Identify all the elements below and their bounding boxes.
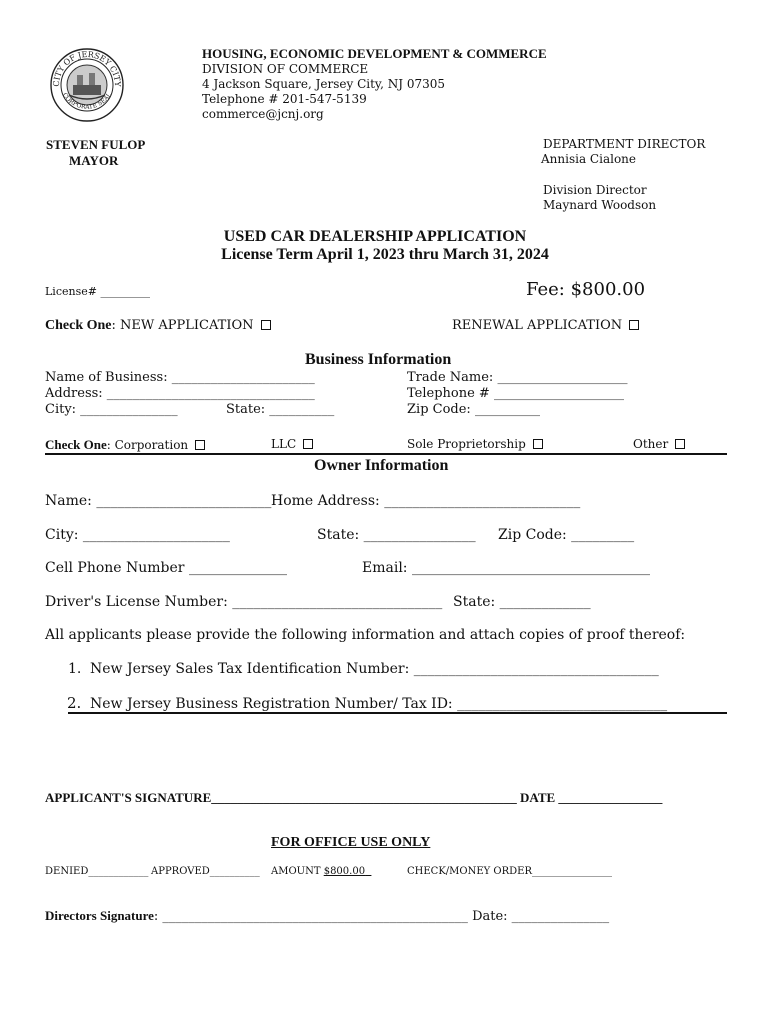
check-one-application — [45, 318, 271, 334]
section-divider — [45, 453, 727, 455]
license-number-field[interactable]: License# _________ — [45, 285, 150, 298]
department-name: HOUSING, ECONOMIC DEVELOPMENT & COMMERCE — [202, 46, 547, 61]
seal-text-top: CITY OF JERSEY CITY — [51, 49, 123, 87]
other-option — [633, 437, 685, 451]
check-one-label: Check One — [45, 318, 112, 333]
business-name-field[interactable]: Name of Business: ______________________ — [45, 370, 315, 385]
owner-state-field[interactable]: State: ________________ — [317, 527, 476, 543]
corporation-checkbox[interactable] — [195, 440, 205, 450]
renewal-application-option — [452, 318, 639, 333]
owner-email-field[interactable]: Email: __________________________________ — [362, 560, 650, 576]
division-director-name: Maynard Woodson — [543, 198, 657, 212]
llc-option — [271, 437, 313, 451]
division-director-title: Division Director — [543, 183, 647, 197]
item-2-number: 2. — [67, 694, 82, 712]
mayor-name: STEVEN FULOP — [46, 137, 146, 152]
business-info-heading: Business Information — [305, 351, 452, 368]
business-check-one-label: Check One — [45, 437, 107, 452]
division-email: commerce@jcnj.org — [202, 107, 324, 121]
other-label: Other — [633, 437, 669, 451]
division-name: DIVISION OF COMMERCE — [202, 62, 369, 76]
director-name: Annisia Cialone — [541, 152, 636, 166]
directors-signature-label: Directors Signature — [45, 908, 154, 923]
sales-tax-id-field[interactable]: New Jersey Sales Tax Identification Number: ___________________________________ — [90, 661, 659, 677]
director-title: DEPARTMENT DIRECTOR — [543, 137, 706, 151]
new-application-checkbox[interactable] — [261, 320, 271, 330]
corporation-label: : Corporation — [106, 438, 189, 452]
item-1-number: 1. — [68, 661, 82, 677]
cell-phone-field[interactable]: Cell Phone Number ______________ — [45, 560, 287, 576]
drivers-license-state-field[interactable]: State: _____________ — [453, 594, 591, 610]
business-telephone-field[interactable]: Telephone # ____________________ — [407, 386, 624, 401]
sole-proprietorship-checkbox[interactable] — [533, 439, 543, 449]
check-money-order-field[interactable]: CHECK/MONEY ORDER________________ — [407, 866, 613, 877]
business-state-field[interactable]: State: __________ — [226, 402, 335, 417]
license-term: License Term April 1, 2023 thru March 31, 2024 — [221, 246, 549, 263]
business-type-check — [45, 437, 205, 453]
business-address-field[interactable]: Address: ________________________________ — [45, 386, 315, 401]
sole-proprietorship-option — [407, 437, 543, 451]
owner-section-divider — [68, 712, 727, 714]
approved-field[interactable]: APPROVED__________ — [151, 866, 260, 877]
fee-amount: Fee: $800.00 — [526, 279, 646, 300]
renewal-application-label: RENEWAL APPLICATION — [452, 318, 623, 333]
business-registration-field[interactable]: New Jersey Business Registration Number/ Tax ID: ______________________________ — [90, 696, 668, 712]
division-telephone: Telephone # 201-547-5139 — [202, 92, 367, 106]
renewal-application-checkbox[interactable] — [629, 320, 639, 330]
sole-proprietorship-label: Sole Proprietorship — [407, 437, 526, 451]
new-application-label: : NEW APPLICATION — [111, 318, 254, 333]
business-zip-field[interactable]: Zip Code: __________ — [407, 402, 540, 417]
business-city-field[interactable]: City: _______________ — [45, 402, 178, 417]
owner-name-field[interactable]: Name: _________________________ — [45, 493, 272, 509]
division-address: 4 Jackson Square, Jersey City, NJ 07305 — [202, 77, 446, 91]
owner-home-address-field[interactable]: Home Address: ____________________________ — [271, 493, 581, 509]
office-use-heading: FOR OFFICE USE ONLY — [271, 835, 431, 850]
denied-field[interactable]: DENIED____________ — [45, 866, 149, 877]
amount-value: $800.00 — [323, 866, 366, 877]
amount-field — [271, 866, 371, 877]
amount-label: AMOUNT — [271, 866, 321, 877]
applicant-signature-line[interactable]: APPLICANT'S SIGNATURE_______________________________________________ DATE ________________ — [45, 790, 663, 805]
directors-signature-line[interactable] — [45, 908, 609, 924]
other-checkbox[interactable] — [675, 439, 685, 449]
mayor-title: MAYOR — [69, 153, 119, 168]
owner-info-heading: Owner Information — [314, 457, 449, 474]
owner-city-field[interactable]: City: _____________________ — [45, 527, 230, 543]
city-seal-logo — [49, 47, 125, 123]
llc-label: LLC — [271, 437, 297, 451]
drivers-license-field[interactable]: Driver's License Number: ______________________________ — [45, 594, 443, 610]
instructions-text: All applicants please provide the following information and attach copies of proof thereof: — [45, 627, 686, 643]
owner-zip-field[interactable]: Zip Code: _________ — [498, 527, 635, 543]
trade-name-field[interactable]: Trade Name: ____________________ — [407, 370, 628, 385]
seal-text-bottom: CORPORATE SEAL — [60, 91, 114, 111]
form-title: USED CAR DEALERSHIP APPLICATION — [223, 228, 527, 245]
llc-checkbox[interactable] — [303, 439, 313, 449]
directors-signature-blank: : _______________________________________________ Date: _______________ — [153, 909, 610, 924]
